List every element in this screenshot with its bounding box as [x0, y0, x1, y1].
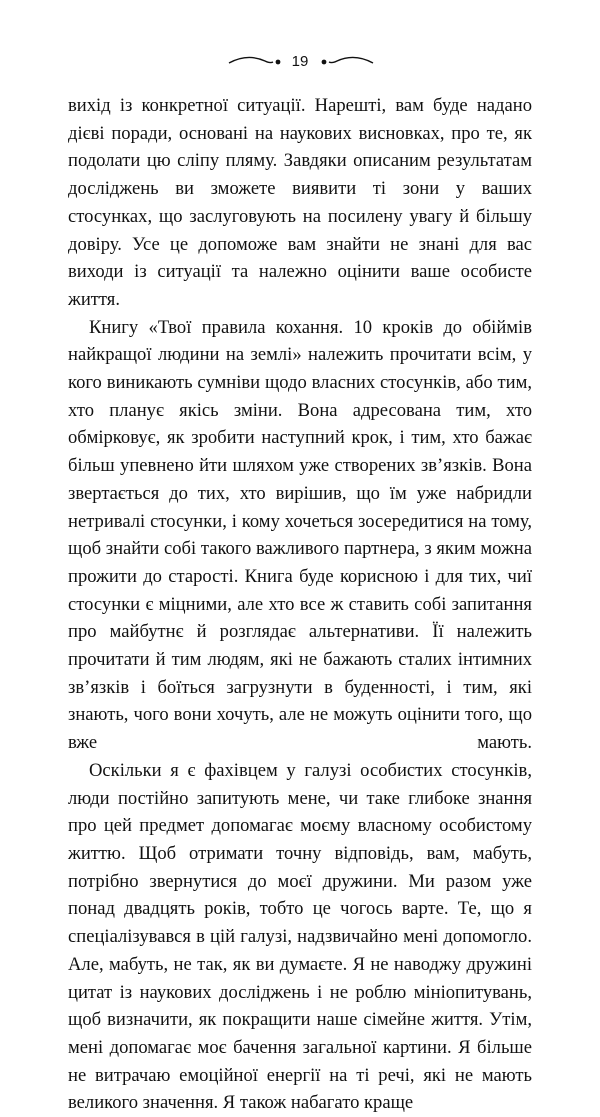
paragraph-text: Оскільки я є фахівцем у галузі особистих стосунків, люди постійно запитують мене, чи таке глибоке знання про цей предмет допомагає моєму власному особистому життю. Щоб отримати точну відповідь, вам, мабуть, потрібно звернутися до моєї дружини. Ми разом уже понад двадцять років, тобто це чогось варте. Те, що я спеціалізувався в цій галузі, надзвичайно мені допомогло. Але, мабуть, не так, як ви думаєте. Я не наводжу дружині цитат із наукових досліджень і не роблю мініопитувань, щоб визначити, як покращити наше сімейне життя. Утім, мені допомагає моє бачення загальної картини. Я більше не витрачаю емоційної енергії на ті речі, які не мають великого значення. Я також набагато краще: [68, 759, 532, 1114]
paragraph-2: [68, 314, 532, 757]
right-ornament-icon: [314, 52, 374, 72]
page-number: 19: [291, 53, 309, 70]
body-text: [68, 92, 532, 1117]
paragraph-1: [68, 92, 532, 314]
paragraph-3: [68, 757, 532, 1117]
running-head: [0, 50, 600, 74]
paragraph-text: вихід із конкретної ситуації. Нарешті, вам буде надано дієві поради, основані на наукових висновках, про те, як подолати цю сліпу пляму. Завдяки описаним результатам досліджень ви зможете виявити ті зони у ваших стосунках, що заслуговують на посилену увагу й більшу довіру. Усе це допоможе вам знайти не знані для вас виходи із ситуації та належно оцінити ваше особисте життя.: [68, 95, 532, 310]
paragraph-text: Книгу «Твої правила кохання. 10 кроків до обіймів найкращої людини на землі» належить прочитати всім, у кого виникають сумніви щодо власних стосунків, або тим, хто планує якісь зміни. Вона адресована тим, хто обмірковує, як зробити наступний крок, і тим, хто бажає більш упевнено йти шляхом уже створених зв’язків. Вона звертається до тих, хто вирішив, що їм уже набридли нетривалі стосунки, і кому хочеться зосередитися на тому, щоб знайти собі такого важливого партнера, з яким можна прожити до старості. Книга буде корисною і для тих, чиї стосунки є міцними, але хто все ж ставить собі запитання про майбутнє й розглядає альтернативи. Її належить прочитати й тим людям, які не бажають сталих інтимних зв’язків і боїться загрузнути в буденності, і тим, які знають, чого вони хочуть, але не можуть оцінити того, що вже мають.: [68, 316, 532, 754]
left-ornament-icon: [228, 52, 288, 72]
